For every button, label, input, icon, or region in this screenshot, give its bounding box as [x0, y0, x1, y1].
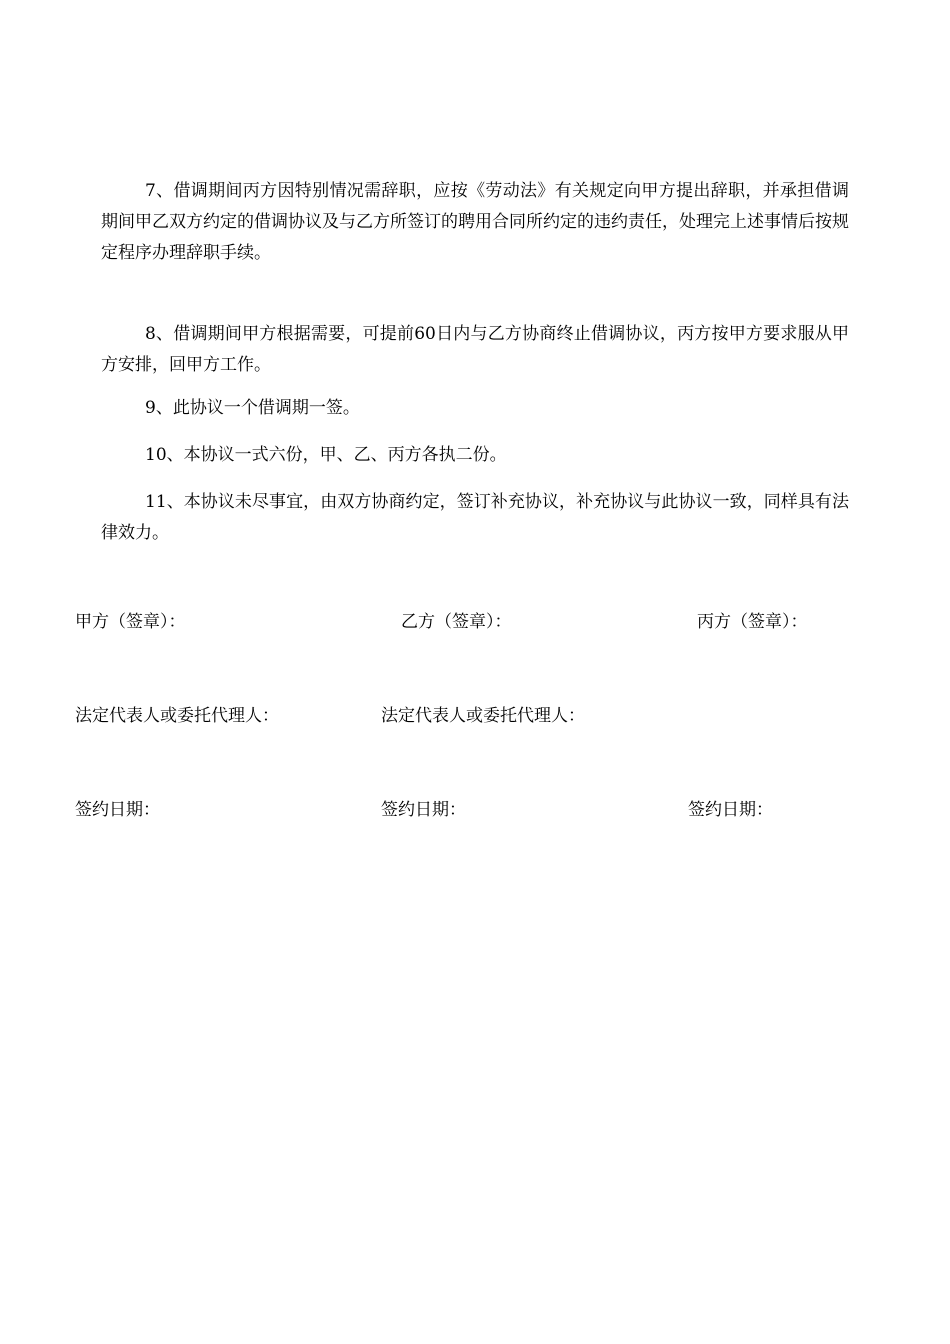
clause-9: 9、此协议一个借调期一签。	[145, 398, 360, 418]
clause-7: 7、借调期间丙方因特别情况需辞职，应按《劳动法》有关规定向甲方提出辞职，并承担借调期间甲乙双方约定的借调协议及与乙方所签订的聘用合同所约定的违约责任，处理完上述事情后按规定程序办理辞职手续。	[101, 181, 849, 263]
clause-11: 11、本协议未尽事宜，由双方协商约定，签订补充协议，补充协议与此协议一致，同样具有法律效力。	[101, 492, 849, 543]
clause-8: 8、借调期间甲方根据需要，可提前60日内与乙方协商终止借调协议，丙方按甲方要求服从甲方安排，回甲方工作。	[101, 324, 849, 375]
party-a-date-label: 签约日期：	[75, 800, 160, 820]
party-b-seal-label: 乙方（签章）：	[401, 612, 512, 632]
party-c-date-label: 签约日期：	[688, 800, 773, 820]
party-b-representative-label: 法定代表人或委托代理人：	[381, 706, 585, 726]
party-c-seal-label: 丙方（签章）：	[697, 612, 808, 632]
party-b-date-label: 签约日期：	[381, 800, 466, 820]
party-a-representative-label: 法定代表人或委托代理人：	[75, 706, 279, 726]
clause-10: 10、本协议一式六份，甲、乙、丙方各执二份。	[145, 445, 507, 465]
party-a-seal-label: 甲方（签章）：	[75, 612, 186, 632]
